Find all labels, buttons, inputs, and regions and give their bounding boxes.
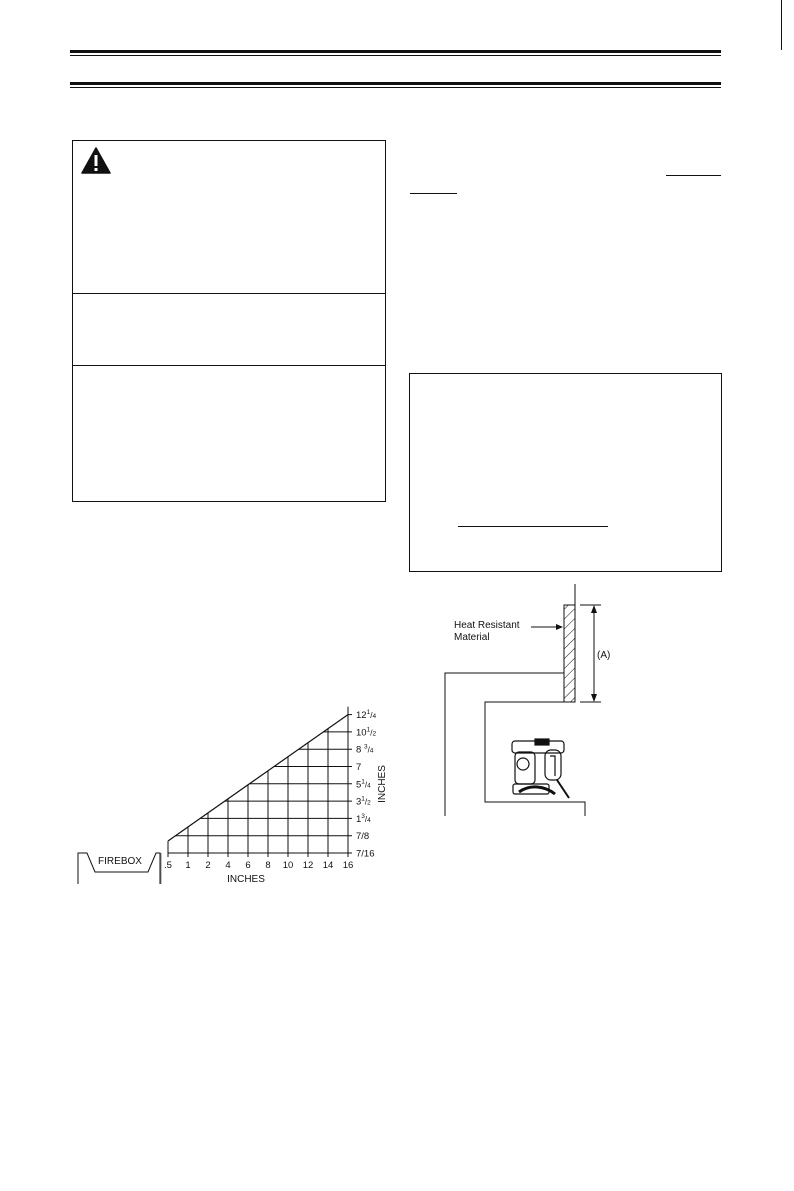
note-underline bbox=[458, 526, 608, 527]
y-tick-label: 7 bbox=[356, 762, 362, 773]
warning-divider-1 bbox=[73, 293, 385, 294]
chart-y-axis-title: INCHES bbox=[377, 765, 388, 803]
x-tick-label: 4 bbox=[225, 860, 231, 871]
x-tick-label: 8 bbox=[265, 860, 271, 871]
header-rule-top-thin bbox=[70, 55, 721, 56]
mantel-clearance-diagram bbox=[405, 580, 725, 820]
y-tick-label: $5^1_/4$ bbox=[356, 778, 371, 791]
chart-x-axis-title: INCHES bbox=[227, 874, 265, 885]
clearance-chart bbox=[70, 690, 400, 890]
header-rule-bottom-thin bbox=[70, 87, 721, 88]
material-label-line1: Heat Resistant bbox=[454, 620, 520, 631]
x-tick-label: 2 bbox=[205, 860, 211, 871]
crop-mark bbox=[781, 0, 782, 50]
underline-fragment-2 bbox=[410, 193, 457, 194]
x-tick-label: .5 bbox=[164, 860, 172, 871]
x-tick-label: 6 bbox=[245, 860, 251, 871]
firebox-label: FIREBOX bbox=[98, 856, 142, 867]
chart-grid bbox=[168, 707, 352, 857]
dimension-arrow-down bbox=[591, 694, 597, 702]
heater-icon bbox=[512, 739, 569, 798]
material-label-line2: Material bbox=[454, 632, 490, 643]
dimension-label: (A) bbox=[597, 650, 611, 661]
header-rule-top bbox=[70, 50, 721, 53]
warning-divider-2 bbox=[73, 365, 385, 366]
y-tick-label: $12^1_/4$ bbox=[356, 709, 377, 722]
x-tick-label: 16 bbox=[342, 860, 354, 871]
note-box bbox=[409, 373, 722, 572]
underline-fragment-1 bbox=[666, 175, 721, 176]
y-tick-label: 7/16 bbox=[356, 848, 375, 860]
warning-icon bbox=[81, 147, 111, 175]
y-tick-label: 7/8 bbox=[356, 831, 370, 843]
y-tick-label: $3^1_/2$ bbox=[356, 795, 371, 808]
clearance-diagonal bbox=[168, 715, 348, 841]
warning-box bbox=[72, 140, 386, 502]
x-tick-label: 12 bbox=[302, 860, 314, 871]
dimension-arrow-up bbox=[591, 605, 597, 613]
chart-y-ticks bbox=[356, 709, 376, 859]
y-tick-label: 8 $^3_/$4 bbox=[356, 743, 374, 756]
y-tick-label: $10^1_/2$ bbox=[356, 726, 377, 739]
heat-resistant-material bbox=[564, 605, 575, 702]
header-rule-bottom bbox=[70, 82, 721, 85]
x-tick-label: 10 bbox=[282, 860, 294, 871]
x-tick-label: 1 bbox=[185, 860, 191, 871]
chart-x-ticks bbox=[164, 860, 353, 871]
x-tick-label: 14 bbox=[322, 860, 334, 871]
y-tick-label: $1^3_/4$ bbox=[356, 812, 371, 825]
material-arrow-head bbox=[556, 624, 563, 630]
